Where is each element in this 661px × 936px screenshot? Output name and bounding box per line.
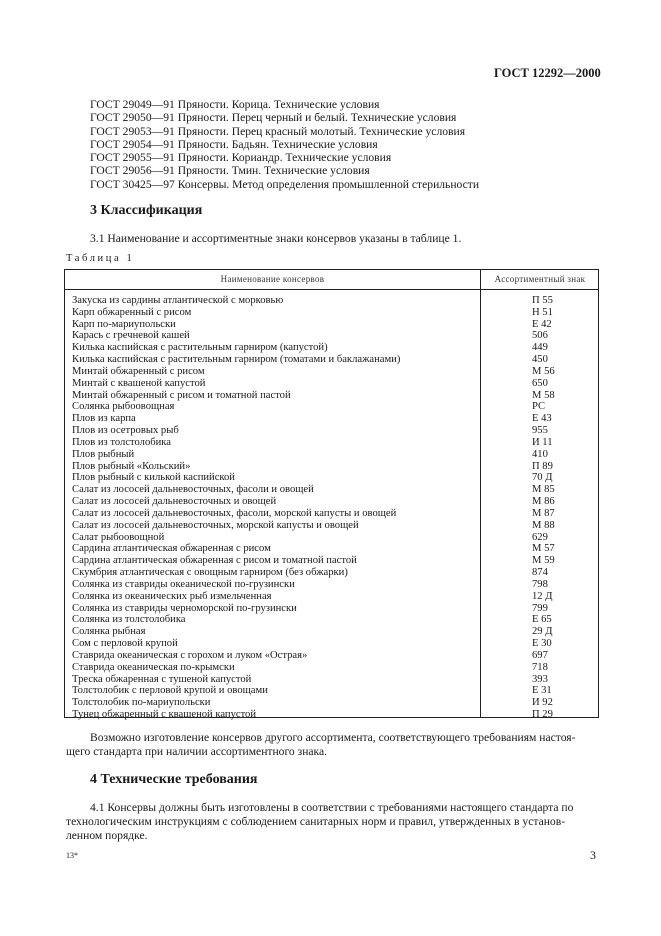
product-name: Карп обжаренный с рисом <box>72 306 192 318</box>
product-name: Плов рыбный <box>72 448 135 460</box>
table-row <box>65 555 598 567</box>
table-row <box>65 508 598 520</box>
assortment-code: 650 <box>532 377 548 389</box>
assortment-code: Е 31 <box>532 685 552 697</box>
reference-item: ГОСТ 29049—91 Пряности. Корица. Технические условия <box>90 98 380 111</box>
table-row <box>65 390 598 402</box>
table-row <box>65 614 598 626</box>
column-header-code: Ассортиментный знак <box>494 274 586 284</box>
table-row <box>65 401 598 413</box>
product-name: Толстолобик по-мариупольски <box>72 697 211 709</box>
product-name: Минтай обжаренный с рисом и томатной пастой <box>72 389 291 401</box>
assortment-code: 410 <box>532 448 548 460</box>
assortment-code: П 29 <box>532 708 553 720</box>
product-name: Тунец обжаренный с квашеной капустой <box>72 708 257 720</box>
table-row <box>65 674 598 686</box>
table-row <box>65 532 598 544</box>
assortment-code: 874 <box>532 567 548 579</box>
product-name: Солянка рыбная <box>72 626 146 638</box>
product-name: Солянка из толстолобика <box>72 614 186 626</box>
table-row <box>65 520 598 532</box>
reference-item: ГОСТ 29056—91 Пряности. Тмин. Технические условия <box>90 164 370 178</box>
table-row <box>65 413 598 425</box>
table-row <box>65 567 598 579</box>
assortment-code: 629 <box>532 531 548 543</box>
table-row <box>65 295 598 307</box>
after-table-line-2: щего стандарта при наличии ассортиментного знака. <box>66 745 328 758</box>
product-name: Солянка из ставриды океанической по-грузински <box>72 578 295 590</box>
product-name: Ставрида океаническая с горохом и луком «Острая» <box>72 649 308 661</box>
table-row <box>65 650 598 662</box>
reference-item: ГОСТ 29053—91 Пряности. Перец красный молотый. Технические условия <box>90 124 466 138</box>
table-body <box>65 295 598 721</box>
assortment-code: Н 51 <box>532 306 553 318</box>
table-row <box>65 685 598 697</box>
table-row <box>65 662 598 674</box>
table-row <box>65 330 598 342</box>
product-name: Салат из лососей дальневосточных, фасоли, морской капусты и овощей <box>72 507 397 519</box>
table-row <box>65 697 598 709</box>
table-row <box>65 319 598 331</box>
product-name: Салат из лососей дальневосточных и овощей <box>72 496 277 508</box>
product-name: Салат из лососей дальневосточных, фасоли и овощей <box>72 484 314 496</box>
table-row <box>65 638 598 650</box>
table-caption: Таблица 1 <box>66 253 135 264</box>
product-name: Сардина атлантическая обжаренная с рисом и томатной пастой <box>72 555 357 567</box>
table-row <box>65 484 598 496</box>
section-4-1-line-2: технологическим инструкциям с соблюдением санитарных норм и правил, утвержденных в установ- <box>66 815 566 828</box>
assortment-code: И 92 <box>532 697 553 709</box>
section-4-1-line-1: 4.1 Консервы должны быть изготовлены в соответствии с требованиями настоящего стандарта по <box>90 801 574 814</box>
table-row <box>65 461 598 473</box>
product-name: Сом с перловой крупой <box>72 638 178 650</box>
assortment-code: М 58 <box>532 389 555 401</box>
assortment-code: М 57 <box>532 543 555 555</box>
assortment-code: 450 <box>532 354 548 366</box>
assortment-code: 799 <box>532 602 548 614</box>
assortment-code: М 86 <box>532 496 555 508</box>
reference-item: ГОСТ 29055—91 Пряности. Кориандр. Технические условия <box>90 151 392 165</box>
section-4-1-line-3: ленном порядке. <box>66 829 148 842</box>
product-name: Скумбрия атлантическая с овощным гарниром (без обжарки) <box>72 567 348 579</box>
product-name: Солянка из ставриды черноморской по-грузински <box>72 602 297 614</box>
table-row <box>65 626 598 638</box>
assortment-code: И 11 <box>532 436 553 448</box>
assortment-code: 955 <box>532 425 548 437</box>
table-row <box>65 342 598 354</box>
assortment-code: 12 Д <box>532 590 553 602</box>
assortment-code: 718 <box>532 661 548 673</box>
table-row <box>65 449 598 461</box>
assortment-code: 449 <box>532 342 548 354</box>
signature-mark: 13* <box>66 851 78 860</box>
product-name: Салат рыбоовощной <box>72 531 165 543</box>
assortment-code: Е 43 <box>532 413 552 425</box>
table-row <box>65 366 598 378</box>
table-row <box>65 437 598 449</box>
table-row <box>65 307 598 319</box>
product-name: Толстолобик с перловой крупой и овощами <box>72 685 268 697</box>
assortment-code: 798 <box>532 578 548 590</box>
product-name: Закуска из сардины атлантической с морковью <box>72 295 284 306</box>
assortment-code: РС <box>532 401 546 413</box>
table-header-row <box>65 270 598 290</box>
product-name: Карась с гречневой кашей <box>72 330 190 342</box>
table-row <box>65 603 598 615</box>
table-row <box>65 579 598 591</box>
assortment-code: Е 42 <box>532 318 552 330</box>
product-name: Сардина атлантическая обжаренная с рисом <box>72 543 271 555</box>
product-name: Плов рыбный «Кольский» <box>72 460 191 472</box>
product-name: Плов рыбный с килькой каспийской <box>72 472 235 484</box>
assortment-code: П 89 <box>532 460 553 472</box>
assortment-code: 393 <box>532 673 548 685</box>
product-name: Треска обжаренная с тушеной капустой <box>72 673 252 685</box>
product-name: Солянка рыбоовощная <box>72 401 175 413</box>
table-row <box>65 496 598 508</box>
table-row <box>65 543 598 555</box>
assortment-code: М 85 <box>532 484 555 496</box>
section-4-heading: 4 Технические требования <box>90 772 258 787</box>
page-header-standard: ГОСТ 12292—2000 <box>494 66 601 80</box>
product-name: Плов из толстолобика <box>72 436 172 448</box>
product-name: Салат из лососей дальневосточных, морской капусты и овощей <box>72 519 359 531</box>
section-3-heading: 3 Классификация <box>90 203 203 218</box>
table-row <box>65 472 598 484</box>
section-3-1-paragraph: 3.1 Наименование и ассортиментные знаки консервов указаны в таблице 1. <box>90 232 462 245</box>
product-name: Солянка из океанических рыб измельченная <box>72 590 272 602</box>
product-name: Минтай обжаренный с рисом <box>72 365 205 377</box>
reference-item: ГОСТ 29054—91 Пряности. Бадьян. Технические условия <box>90 137 378 151</box>
table-row <box>65 354 598 366</box>
product-name: Килька каспийская с растительным гарниром (капустой) <box>72 342 328 354</box>
table-row <box>65 591 598 603</box>
reference-item: ГОСТ 29050—91 Пряности. Перец черный и белый. Технические условия <box>90 111 457 125</box>
assortment-code: М 88 <box>532 519 555 531</box>
assortment-code: М 59 <box>532 555 555 567</box>
page-number: 3 <box>590 848 596 862</box>
after-table-line-1: Возможно изготовление консервов другого ассортимента, соответствующего требованиям настоя- <box>90 731 576 744</box>
product-name: Ставрида океаническая по-крымски <box>72 661 235 673</box>
table-row <box>65 425 598 437</box>
reference-item: ГОСТ 30425—97 Консервы. Метод определения промышленной стерильности <box>90 177 480 191</box>
assortment-code: Е 65 <box>532 614 552 626</box>
product-name: Карп по-мариупольски <box>72 318 176 330</box>
assortment-code: 70 Д <box>532 472 553 484</box>
assortment-code: М 87 <box>532 507 555 519</box>
column-header-name: Наименование консервов <box>220 274 325 284</box>
product-name: Килька каспийская с растительным гарниром (томатами и баклажанами) <box>72 354 401 366</box>
product-name: Плов из карпа <box>72 413 136 425</box>
assortment-code: 697 <box>532 649 548 661</box>
table-1 <box>64 269 599 718</box>
assortment-code: 506 <box>532 330 548 342</box>
assortment-code: М 56 <box>532 365 555 377</box>
table-row <box>65 378 598 390</box>
assortment-code: 29 Д <box>532 626 553 638</box>
reference-list <box>90 98 479 191</box>
table-row <box>65 709 598 721</box>
product-name: Плов из осетровых рыб <box>72 425 179 437</box>
assortment-code: Е 30 <box>532 638 552 650</box>
assortment-code: П 55 <box>532 295 553 306</box>
product-name: Минтай с квашеной капустой <box>72 377 206 389</box>
